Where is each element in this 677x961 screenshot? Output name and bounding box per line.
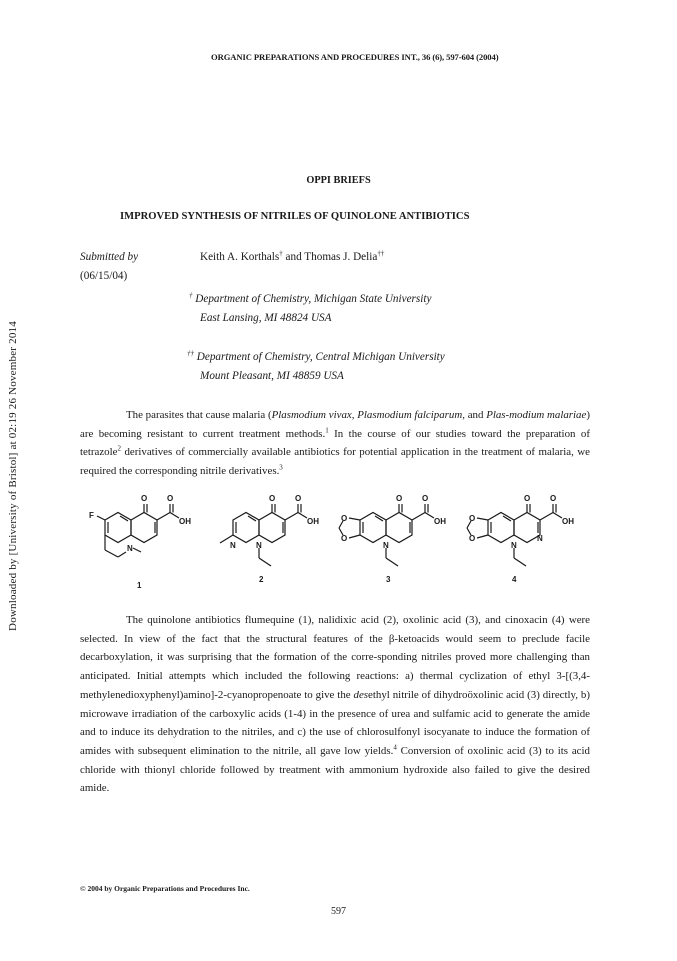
atom-o-3d: O (341, 534, 348, 543)
affiliation-1-mark: † (189, 291, 193, 300)
atom-o-3b: O (422, 494, 429, 503)
quinolone-structures (75, 490, 605, 595)
author-2: Thomas J. Delia (304, 251, 378, 263)
affiliation-2-line2: Mount Pleasant, MI 48859 USA (200, 370, 344, 382)
atom-n-4b: N (511, 541, 517, 550)
affiliation-2-line1: Department of Chemistry, Central Michigan University (196, 351, 445, 363)
atom-f-1: F (89, 511, 94, 520)
atom-oh-1: OH (179, 517, 191, 526)
structure-cinoxacin (467, 504, 562, 566)
atom-o-2b: O (295, 494, 302, 503)
structure-nalidixic-acid (220, 504, 307, 566)
atom-n-2b: N (256, 541, 262, 550)
journal-header: ORGANIC PREPARATIONS AND PROCEDURES INT., 36 (6), 597-604 (2004) (211, 52, 499, 62)
para1-ref-1: 1 (325, 426, 329, 435)
para2-text-1: The quinolone antibiotics flumequine (1), nalidixic acid (2), oxolinic acid (3), and cinoxacin (4) were selected. In view of the fact that the structural features of the β-ketoacids would seem to preclude facile decarboxylation, it was surprising that the formation of the corre-sponding nitriles proved more challenging than anticipated. Initial attempts which included the following reactions: a) thermal cyclization of ethyl 3-[(3,4-methylenedioxyphenyl)amino]-2-cyanopropenoate to give the (80, 614, 590, 701)
atom-oh-3: OH (434, 517, 446, 526)
submitted-label: Submitted by (80, 251, 139, 263)
atom-o-2a: O (269, 494, 276, 503)
atom-o-3a: O (396, 494, 403, 503)
atom-o-4d: O (469, 534, 476, 543)
affiliation-1 (189, 293, 431, 305)
para1-ref-3: 3 (279, 463, 283, 472)
atom-n-1: N (127, 544, 133, 553)
section-heading: OPPI BRIEFS (306, 175, 371, 186)
atom-o-4b: O (550, 494, 557, 503)
para1-text-2: and (464, 409, 487, 421)
intro-paragraph (80, 406, 590, 481)
affiliation-1-line2: East Lansing, MI 48824 USA (200, 312, 332, 324)
page-number: 597 (331, 906, 346, 917)
authors (200, 251, 384, 263)
author-conjunction: and (282, 251, 305, 263)
copyright-footnote: © 2004 by Organic Preparations and Procedures Inc. (80, 884, 250, 893)
para2-text-2: ethyl nitrile of dihydroöxolinic acid (3) directly, b) microwave irradiation of the carboxylic acids (1-4) in the presence of urea and sulfamic acid to generate the amide and to induce its dehydration to the nitriles, and c) the use of chlorosulfonyl isocyanate to induce the formation of amides with subsequent elimination to the nitrile, all gave low yields. (80, 688, 590, 757)
para1-text-4: In the course of our studies toward the preparation of tetrazole (80, 427, 590, 459)
para1-ref-2: 2 (117, 444, 121, 453)
para1-text-1: The parasites that cause malaria ( (126, 409, 272, 421)
affiliation-2 (187, 351, 445, 363)
para2-italic-1: des (353, 688, 369, 701)
article-title: IMPROVED SYNTHESIS OF NITRILES OF QUINOLONE ANTIBIOTICS (120, 211, 470, 222)
compound-label-2: 2 (259, 575, 264, 584)
compound-label-4: 4 (512, 575, 517, 584)
atom-o-3c: O (341, 514, 348, 523)
atom-oh-4: OH (562, 517, 574, 526)
para1-text-5: derivatives of commercially available antibiotics for potential application in the treatment of malaria, we required the corresponding nitrile derivatives. (80, 446, 590, 478)
download-watermark: Downloaded by [University of Bristol] at 02:19 26 November 2014 (7, 321, 19, 631)
para2-ref-1: 4 (393, 743, 397, 752)
affiliation-1-line1: Department of Chemistry, Michigan State University (195, 293, 432, 305)
atom-o-4c: O (469, 514, 476, 523)
compound-label-3: 3 (386, 575, 391, 584)
structure-oxolinic-acid (339, 504, 434, 566)
atom-oh-2: OH (307, 517, 319, 526)
atom-n-4a: N (537, 534, 543, 543)
compound-label-1: 1 (137, 581, 142, 590)
structure-flumequine (97, 504, 179, 557)
atom-o-4a: O (524, 494, 531, 503)
para1-italic-2: Plas-modium malariae (486, 409, 587, 421)
body-paragraph (80, 611, 590, 798)
para1-text-3: ) are becoming resistant to current treatment methods. (80, 409, 590, 440)
para1-italic-1: Plasmodium vivax, Plasmodium falciparum, (271, 409, 465, 421)
atom-o-1b: O (167, 494, 174, 503)
atom-n-3: N (383, 541, 389, 550)
atom-n-2a: N (230, 541, 236, 550)
author-1-mark: † (279, 249, 283, 258)
affiliation-2-mark: †† (187, 349, 194, 358)
submitted-date: (06/15/04) (80, 270, 128, 282)
author-2-mark: †† (377, 249, 385, 258)
author-1: Keith A. Korthals (200, 251, 280, 263)
para2-text-3: Conversion of oxolinic acid (3) to its acid chloride with thionyl chloride followed by treatment with ammonium hydroxide also failed to give the desired amide. (80, 744, 590, 795)
atom-o-1a: O (141, 494, 148, 503)
